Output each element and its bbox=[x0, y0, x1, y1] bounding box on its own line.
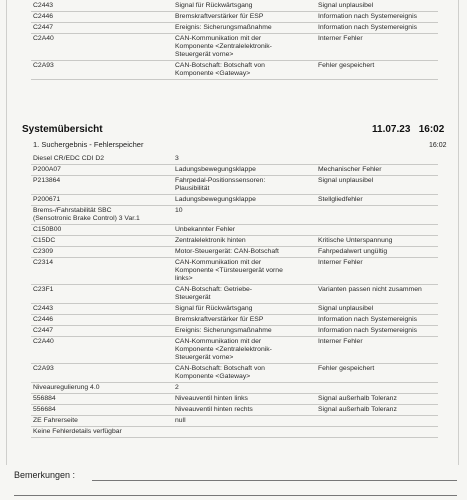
fault-status: Signal unplausibel bbox=[316, 304, 438, 315]
fault-code: C2447 bbox=[31, 326, 173, 337]
fault-status: Signal unplausibel bbox=[316, 1, 438, 12]
table-row bbox=[31, 304, 438, 315]
fault-status bbox=[316, 427, 438, 438]
fault-code: C2309 bbox=[31, 247, 173, 258]
fault-description: Unbekannter Fehler bbox=[173, 225, 316, 236]
table-row bbox=[31, 405, 438, 416]
fault-status: Information nach Systemereignis bbox=[316, 12, 438, 23]
section-date: 11.07.23 bbox=[372, 124, 411, 135]
fault-description: Ereignis: Sicherungsmaßnahme bbox=[173, 23, 316, 34]
table-row bbox=[31, 364, 438, 383]
table-row bbox=[31, 427, 438, 438]
fault-description: CAN-Kommunikation mit der Komponente <Zentralelektronik- Steuergerät vorne> bbox=[173, 34, 316, 61]
fault-code: Keine Fehlerdetails verfügbar bbox=[31, 427, 173, 438]
remarks-line bbox=[92, 480, 457, 481]
page-fold-right bbox=[458, 0, 459, 465]
table-row bbox=[31, 247, 438, 258]
fault-description: Ereignis: Sicherungsmaßnahme bbox=[173, 326, 316, 337]
fault-description: Signal für Rückwärtsgang bbox=[173, 1, 316, 12]
table-row bbox=[31, 1, 438, 12]
fault-status: Fehler gespeichert bbox=[316, 364, 438, 383]
table-row bbox=[31, 12, 438, 23]
fault-code: Niveauregulierung 4.0 bbox=[31, 383, 173, 394]
fault-description: 3 bbox=[173, 154, 316, 165]
fault-status: Information nach Systemereignis bbox=[316, 23, 438, 34]
section-subtitle: 1. Suchergebnis - Fehlerspeicher bbox=[33, 140, 144, 149]
page-fold-left bbox=[6, 0, 7, 465]
fault-description: CAN-Botschaft: Botschaft von Komponente <Gateway> bbox=[173, 61, 316, 80]
table-row bbox=[31, 206, 438, 225]
fault-code: C2A40 bbox=[31, 34, 173, 61]
fault-description: Bremskraftverstärker für ESP bbox=[173, 12, 316, 23]
fault-code: 556684 bbox=[31, 405, 173, 416]
fault-description: 2 bbox=[173, 383, 316, 394]
fault-code: C2446 bbox=[31, 315, 173, 326]
fault-status: Interner Fehler bbox=[316, 258, 438, 285]
fault-memory-table bbox=[31, 154, 438, 438]
fault-status: Signal unplausibel bbox=[316, 176, 438, 195]
table-row bbox=[31, 154, 438, 165]
table-row bbox=[31, 383, 438, 394]
fault-code: P200A07 bbox=[31, 165, 173, 176]
section-subtitle-time: 16:02 bbox=[429, 142, 447, 149]
fault-status: Interner Fehler bbox=[316, 34, 438, 61]
table-row bbox=[31, 225, 438, 236]
fault-status bbox=[316, 383, 438, 394]
table-row bbox=[31, 337, 438, 364]
fault-status: Information nach Systemereignis bbox=[316, 315, 438, 326]
table-row bbox=[31, 236, 438, 247]
fault-code: C2443 bbox=[31, 304, 173, 315]
fault-status: Kritische Unterspannung bbox=[316, 236, 438, 247]
fault-code: C23F1 bbox=[31, 285, 173, 304]
fault-status bbox=[316, 416, 438, 427]
remarks-line-lower bbox=[14, 495, 457, 496]
fault-description: Niveauventil hinten links bbox=[173, 394, 316, 405]
fault-description: Fahrpedal-Positionssensoren: Plausibilität bbox=[173, 176, 316, 195]
fault-description: Zentralelektronik hinten bbox=[173, 236, 316, 247]
fault-code: C2A93 bbox=[31, 61, 173, 80]
section-time: 16:02 bbox=[418, 124, 445, 135]
fault-code: 556884 bbox=[31, 394, 173, 405]
fault-description: Signal für Rückwärtsgang bbox=[173, 304, 316, 315]
fault-status: Fehler gespeichert bbox=[316, 61, 438, 80]
fault-code: C2443 bbox=[31, 1, 173, 12]
fault-status: Signal außerhalb Toleranz bbox=[316, 405, 438, 416]
fault-status bbox=[316, 154, 438, 165]
table-row bbox=[31, 23, 438, 34]
fault-description: null bbox=[173, 416, 316, 427]
fault-status bbox=[316, 206, 438, 225]
table-row bbox=[31, 315, 438, 326]
fault-description: CAN-Kommunikation mit der Komponente <Zentralelektronik- Steuergerät vorne> bbox=[173, 337, 316, 364]
fault-description: Ladungsbewegungsklappe bbox=[173, 165, 316, 176]
fault-code: C2A93 bbox=[31, 364, 173, 383]
fault-code: C2314 bbox=[31, 258, 173, 285]
fault-code: C15DC bbox=[31, 236, 173, 247]
table-row bbox=[31, 34, 438, 61]
table-row bbox=[31, 61, 438, 80]
fault-status: Fahrpedalwert ungültig bbox=[316, 247, 438, 258]
fault-description: Ladungsbewegungsklappe bbox=[173, 195, 316, 206]
remarks-label: Bemerkungen : bbox=[14, 470, 76, 480]
fault-description: CAN-Botschaft: Getriebe- Steuergerät bbox=[173, 285, 316, 304]
table-row bbox=[31, 326, 438, 337]
fault-status: Interner Fehler bbox=[316, 337, 438, 364]
fault-status: Mechanischer Fehler bbox=[316, 165, 438, 176]
fault-status: Stellgliedfehler bbox=[316, 195, 438, 206]
table-row bbox=[31, 285, 438, 304]
table-row bbox=[31, 416, 438, 427]
fault-status bbox=[316, 225, 438, 236]
fault-code: C2447 bbox=[31, 23, 173, 34]
table-row bbox=[31, 165, 438, 176]
fault-description: CAN-Botschaft: Botschaft von Komponente <Gateway> bbox=[173, 364, 316, 383]
section-title: Systemübersicht bbox=[22, 124, 103, 135]
table-row bbox=[31, 176, 438, 195]
fault-description: Motor-Steuergerät: CAN-Botschaft bbox=[173, 247, 316, 258]
table-row bbox=[31, 195, 438, 206]
fault-status: Information nach Systemereignis bbox=[316, 326, 438, 337]
fault-status: Signal außerhalb Toleranz bbox=[316, 394, 438, 405]
fault-code: C2A40 bbox=[31, 337, 173, 364]
fault-code: Diesel CR/EDC CDI D2 bbox=[31, 154, 173, 165]
fault-description: Bremskraftverstärker für ESP bbox=[173, 315, 316, 326]
fault-code: ZE Fahrerseite bbox=[31, 416, 173, 427]
fault-status: Varianten passen nicht zusammen bbox=[316, 285, 438, 304]
fault-code: C150B00 bbox=[31, 225, 173, 236]
fault-description: CAN-Kommunikation mit der Komponente <Türsteuergerät vorne links> bbox=[173, 258, 316, 285]
fault-description: Niveauventil hinten rechts bbox=[173, 405, 316, 416]
table-row bbox=[31, 394, 438, 405]
fault-description: 10 bbox=[173, 206, 316, 225]
top-fault-table bbox=[31, 1, 438, 80]
fault-description bbox=[173, 427, 316, 438]
fault-code: Brems-/Fahrstabilität SBC (Sensotronic Brake Control) 3 Var.1 bbox=[31, 206, 173, 225]
table-row bbox=[31, 258, 438, 285]
fault-code: C2446 bbox=[31, 12, 173, 23]
fault-code: P213864 bbox=[31, 176, 173, 195]
section-datetime bbox=[372, 124, 444, 135]
fault-code: P200671 bbox=[31, 195, 173, 206]
